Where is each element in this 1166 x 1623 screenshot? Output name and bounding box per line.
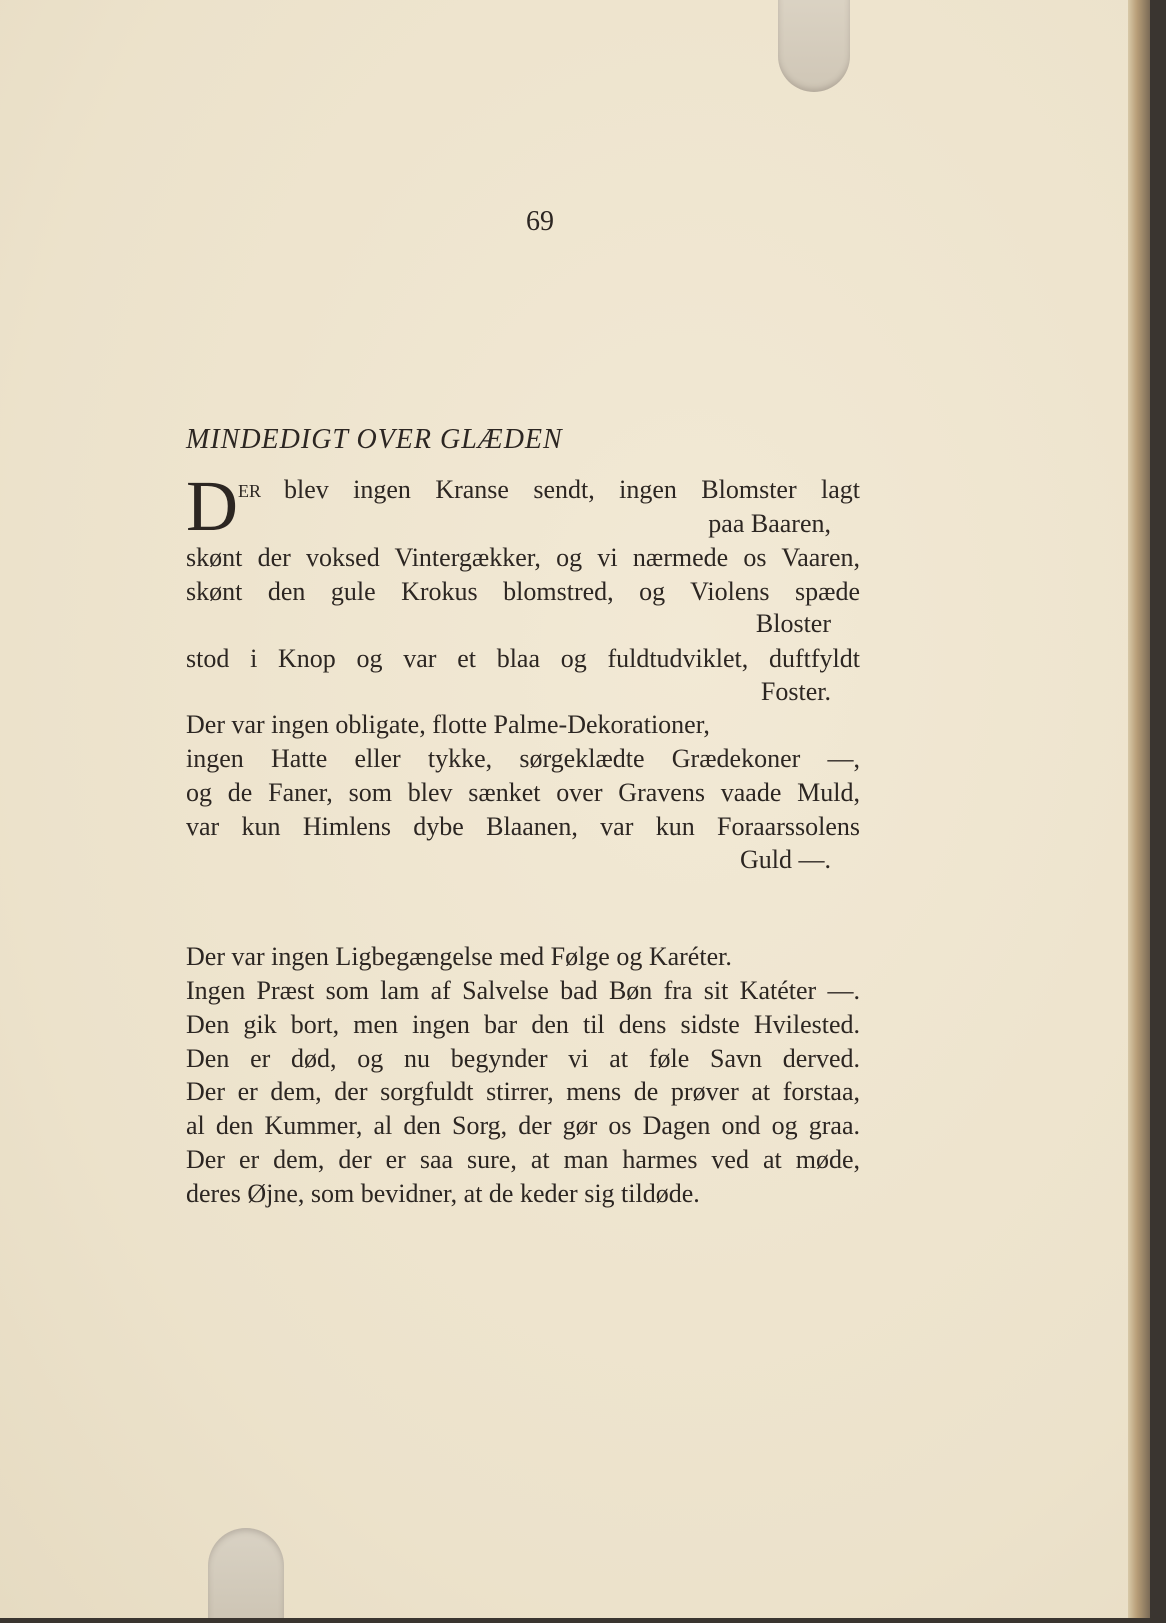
poem-line: Den gik bort, men ingen bar den til dens sidste Hvilested. (186, 1010, 860, 1039)
page-number: 69 (526, 206, 554, 237)
poem-line: Der er dem, der sorgfuldt stirrer, mens de prøver at forstaa, (186, 1077, 860, 1106)
poem-line: og de Faner, som blev sænket over Gravens vaade Muld, (186, 778, 860, 807)
poem-line: deres Øjne, som bevidner, at de keder sig tildøde. (186, 1179, 700, 1208)
poem-line: skønt den gule Krokus blomstred, og Violens spæde (186, 577, 860, 606)
drop-cap-continuation: ER (238, 481, 262, 501)
poem-line: Bloster (755, 609, 831, 638)
poem-line: paa Baaren, (708, 509, 831, 538)
poem-line: skønt der voksed Vintergækker, og vi nærmede os Vaaren, (186, 543, 860, 572)
poem-line: Den er død, og nu begynder vi at føle Savn derved. (186, 1044, 860, 1073)
poem-line: Ingen Præst som lam af Salvelse bad Bøn fra sit Katéter —. (186, 976, 860, 1005)
poem-line: var kun Himlens dybe Blaanen, var kun Foraarssolens (186, 812, 860, 841)
poem-line: Guld —. (740, 845, 831, 874)
drop-cap: D (186, 466, 238, 546)
poem-line: blev ingen Kranse sendt, ingen Blomster lagt (284, 475, 860, 504)
poem-line: Foster. (760, 677, 831, 706)
page-edge (1128, 0, 1150, 1618)
poem-line: stod i Knop og var et blaa og fuldtudviklet, duftfyldt (186, 644, 860, 673)
poem-line: Der er dem, der er saa sure, at man harmes ved at møde, (186, 1145, 860, 1174)
poem-line: Der var ingen Ligbegængelse med Følge og Karéter. (186, 942, 732, 971)
poem-title: MINDEDIGT OVER GLÆDEN (186, 424, 563, 455)
poem-line: al den Kummer, al den Sorg, der gør os Dagen ond og graa. (186, 1111, 860, 1140)
page-clip-top (778, 0, 850, 92)
page-clip-bottom (208, 1528, 284, 1618)
poem-line: Der var ingen obligate, flotte Palme-Dekorationer, (186, 710, 710, 739)
poem-line: ingen Hatte eller tykke, sørgeklædte Grædekoner —, (186, 744, 860, 773)
